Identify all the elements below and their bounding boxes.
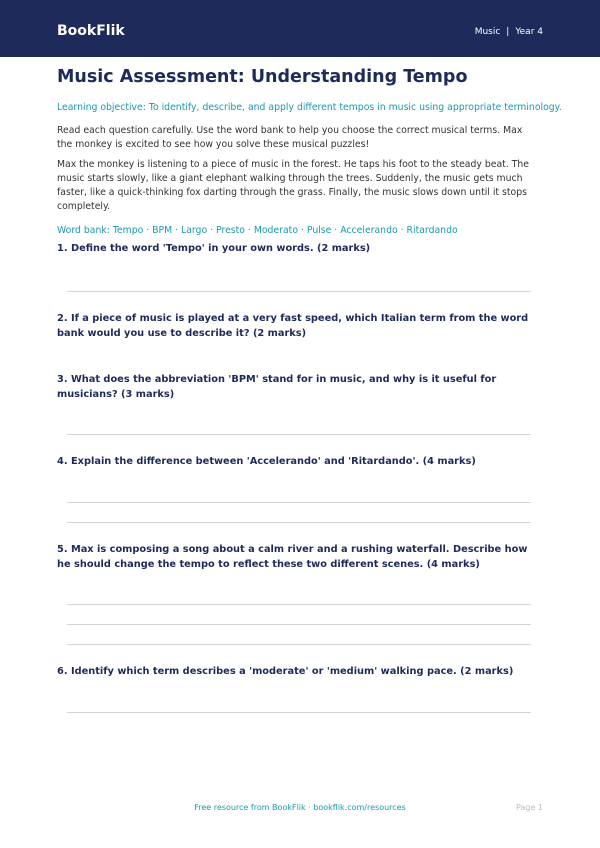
question-1: 1. Define the word 'Tempo' in your own words. (2 marks) (57, 243, 371, 254)
answer-line[interactable] (67, 522, 531, 523)
learning-objective: Learning objective: To identify, describe, and apply different tempos in music using appropriate terminology. (57, 102, 562, 113)
answer-line[interactable] (67, 502, 531, 503)
word-bank: Word bank: Tempo · BPM · Largo · Presto · Moderato · Pulse · Accelerando · Ritardando (57, 225, 458, 236)
header-separator: | (506, 27, 510, 37)
story-paragraph: Max the monkey is listening to a piece of music in the forest. He taps his foot to the steady beat. The music starts slowly, like a giant elephant walking through the trees. Suddenly, the music gets much faster, like a quick-thinking fox darting through the grass. Finally, the music slows down until it stops completely. (57, 159, 530, 212)
answer-line[interactable] (67, 624, 531, 625)
answer-line[interactable] (67, 712, 531, 713)
page-number: Page 1 (516, 803, 543, 812)
intro-section (57, 65, 562, 238)
subject-label: Music (474, 27, 501, 37)
instructions-paragraph: Read each question carefully. Use the word bank to help you choose the correct musical terms. Max the monkey is excited to see how you solve these musical puzzles! (57, 125, 523, 150)
question-3: 3. What does the abbreviation 'BPM' stand for in music, and why is it useful for musicians? (3 marks) (57, 374, 497, 400)
header-meta (475, 25, 543, 39)
brand-logo: BookFlik (57, 23, 125, 39)
footer-credit: Free resource from BookFlik · bookflik.com/resources (194, 803, 406, 812)
question-5: 5. Max is composing a song about a calm river and a rushing waterfall. Describe how he should change the tempo to reflect these two different scenes. (4 marks) (57, 544, 528, 570)
answer-line[interactable] (67, 434, 531, 435)
answer-line[interactable] (67, 291, 531, 292)
answer-line[interactable] (67, 644, 531, 645)
answer-line[interactable] (67, 604, 531, 605)
page-header (0, 0, 600, 57)
page-title: Music Assessment: Understanding Tempo (57, 67, 468, 87)
question-4: 4. Explain the difference between 'Accelerando' and 'Ritardando'. (4 marks) (57, 456, 476, 467)
question-6: 6. Identify which term describes a 'moderate' or 'medium' walking pace. (2 marks) (57, 666, 514, 677)
year-label: Year 4 (515, 27, 543, 37)
question-2: 2. If a piece of music is played at a very fast speed, which Italian term from the word bank would you use to describe it? (2 marks) (57, 313, 529, 339)
